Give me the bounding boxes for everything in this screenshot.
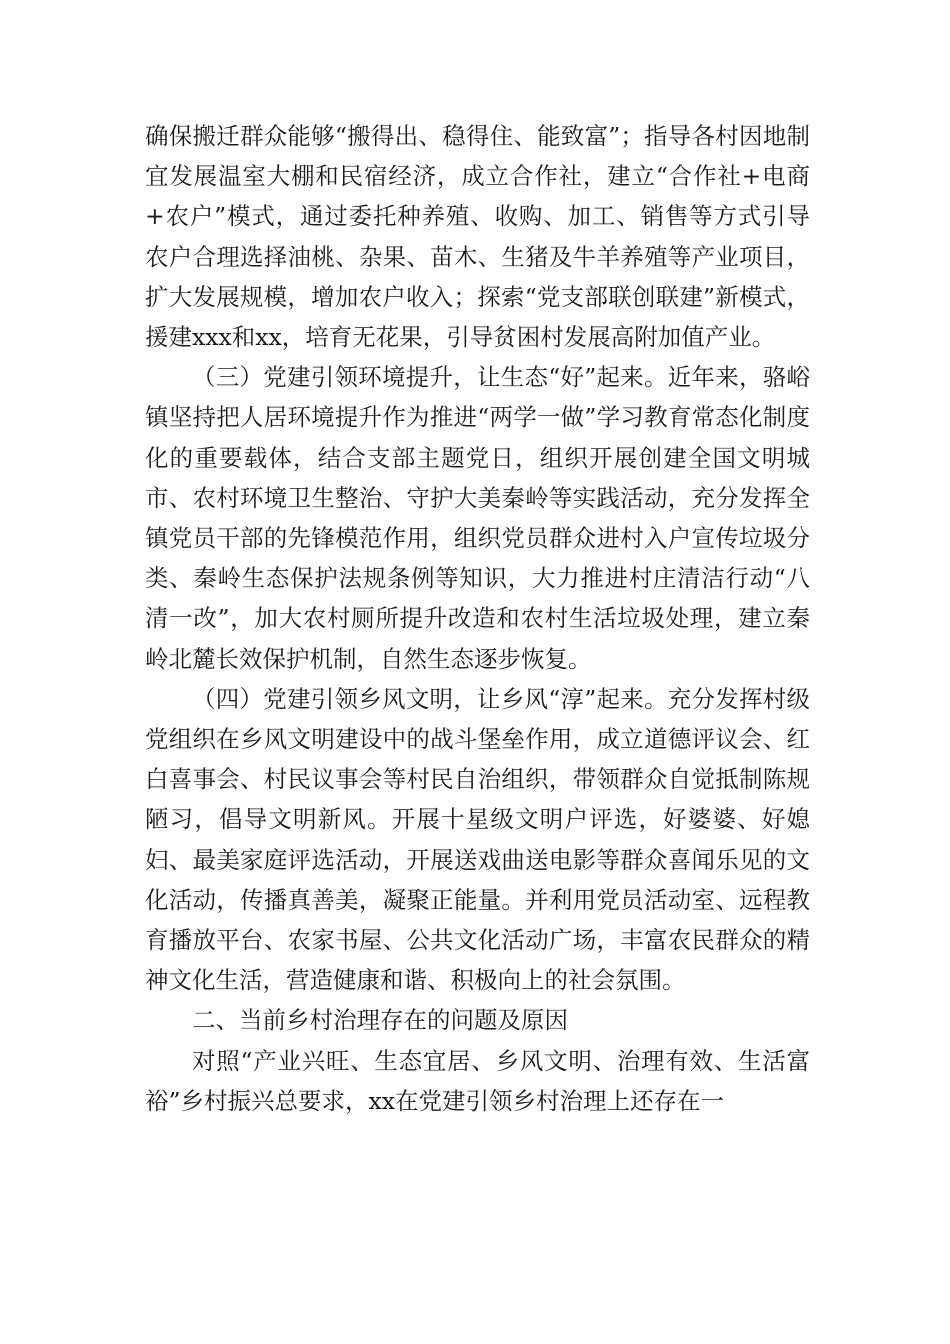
paragraph-continuation: 确保搬迁群众能够“搬得出、稳得住、能致富”；指导各村因地制宜发展温室大棚和民宿经济，成立合作社，建立“合作社+电商+农户”模式，通过委托种养殖、收购、加工、销售等方式引导农户合理选择油桃、杂果、苗木、生猪及牛羊养殖等产业项目，扩大发展规模，增加农户收入；探索“党支部联创联建”新模式，援建xxx和xx，培育无花果，引导贫困村发展高附加值产业。 (145, 122, 810, 352)
section-heading-2: 二、当前乡村治理存在的问题及原因 (192, 1006, 568, 1035)
paragraph-section-4: （四）党建引领乡风文明，让乡风“淳”起来。充分发挥村级党组织在乡风文明建设中的战斗堡垒作用，成立道德评议会、红白喜事会、村民议事会等村民自治组织，带领群众自觉抵制陈规陋习，倡导文明新风。开展十星级文明户评选，好婆婆、好媳妇、最美家庭评选活动，开展送戏曲送电影等群众喜闻乐见的文化活动，传播真善美，凝聚正能量。并利用党员活动室、远程教育播放平台、农家书屋、公共文化活动广场，丰富农民群众的精神文化生活，营造健康和谐、积极向上的社会氛围。 (145, 684, 810, 995)
paragraph-section-3: （三）党建引领环境提升，让生态“好”起来。近年来，骆峪镇坚持把人居环境提升作为推进“两学一做”学习教育常态化制度化的重要载体，结合支部主题党日，组织开展创建全国文明城市、农村环境卫生整治、守护大美秦岭等实践活动，充分发挥全镇党员干部的先锋模范作用，组织党员群众进村入户宣传垃圾分类、秦岭生态保护法规条例等知识，大力推进村庄清洁行动“八清一改”，加大农村厕所提升改造和农村生活垃圾处理，建立秦岭北麓长效保护机制，自然生态逐步恢复。 (145, 363, 810, 673)
paragraph-problems-intro: 对照“产业兴旺、生态宜居、乡风文明、治理有效、生活富裕”乡村振兴总要求，xx在党建引领乡村治理上还存在一 (145, 1046, 810, 1115)
document-body (145, 116, 810, 1121)
